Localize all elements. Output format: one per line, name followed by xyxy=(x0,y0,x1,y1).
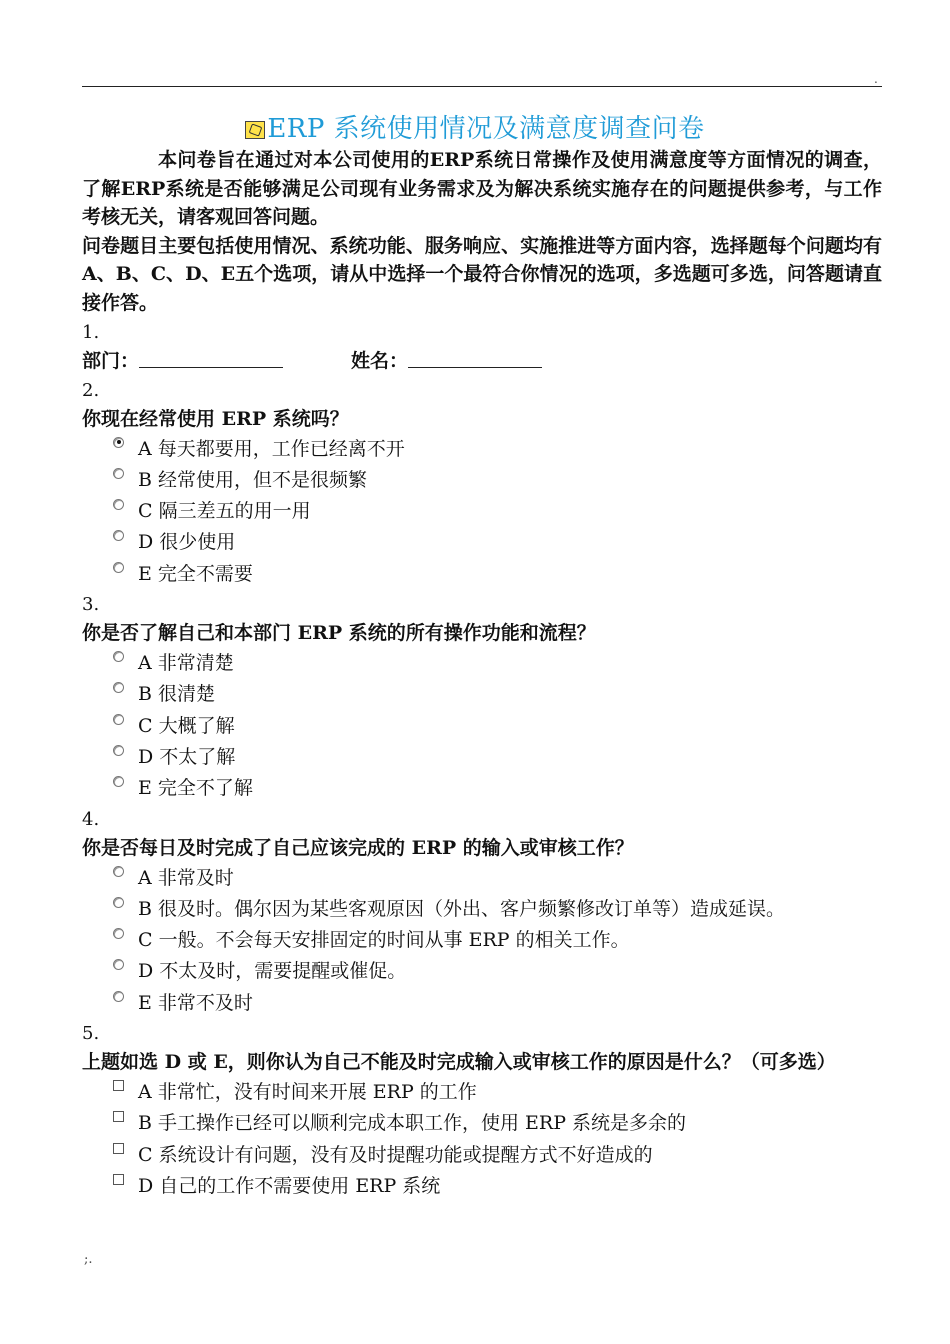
option-label: B 很及时。偶尔因为某些客观原因（外出、客户频繁修改订单等）造成延误。 xyxy=(138,897,786,920)
option-label: E 完全不了解 xyxy=(138,777,253,800)
radio-button[interactable] xyxy=(113,682,124,693)
option-item[interactable] xyxy=(82,496,882,527)
checkbox[interactable] xyxy=(113,1080,124,1091)
question-text: 你是否了解自己和本部门 ERP 系统的所有操作功能和流程？ xyxy=(82,622,596,645)
question-number: 2. xyxy=(82,379,100,401)
option-item[interactable] xyxy=(82,988,882,1019)
option-item[interactable] xyxy=(82,648,882,679)
option-label: D 自己的工作不需要使用 ERP 系统 xyxy=(138,1174,441,1197)
dept-label: 部门： xyxy=(82,349,140,372)
survey-body xyxy=(82,146,882,1202)
question-number: 4. xyxy=(82,808,100,830)
question-text: 上题如选 D 或 E，则你认为自己不能及时完成输入或审核工作的原因是什么？（可多选） xyxy=(82,1051,836,1074)
radio-button[interactable] xyxy=(113,714,124,725)
page-title xyxy=(0,108,950,145)
radio-button[interactable] xyxy=(113,897,124,908)
option-item[interactable] xyxy=(82,742,882,773)
option-item[interactable] xyxy=(82,1140,882,1171)
option-label: E 非常不及时 xyxy=(138,991,253,1014)
option-label: D 很少使用 xyxy=(138,531,236,554)
intro-paragraph-2: 问卷题目主要包括使用情况、系统功能、服务响应、实施推进等方面内容，选择题每个问题均有A、B、C、D、E五个选项，请从中选择一个最符合你情况的选项，多选题可多选，问答题请直接作答。 xyxy=(82,234,882,314)
radio-button[interactable] xyxy=(113,866,124,877)
respondent-info xyxy=(82,347,882,376)
option-label: D 不太了解 xyxy=(138,745,236,768)
radio-button[interactable] xyxy=(113,651,124,662)
name-field[interactable] xyxy=(408,347,542,368)
option-label: D 不太及时，需要提醒或催促。 xyxy=(138,960,407,983)
option-item[interactable] xyxy=(82,1171,882,1202)
option-item[interactable] xyxy=(82,559,882,590)
question-text: 你是否每日及时完成了自己应该完成的 ERP 的输入或审核工作？ xyxy=(82,836,634,859)
radio-button[interactable] xyxy=(113,437,124,448)
header-rule xyxy=(82,86,882,87)
option-item[interactable] xyxy=(82,679,882,710)
option-item[interactable] xyxy=(82,1108,882,1139)
document-icon xyxy=(245,121,265,139)
option-label: E 完全不需要 xyxy=(138,562,253,585)
option-item[interactable] xyxy=(82,1077,882,1108)
checkbox[interactable] xyxy=(113,1174,124,1185)
option-label: A 非常及时 xyxy=(138,866,234,889)
radio-button[interactable] xyxy=(113,745,124,756)
option-item[interactable] xyxy=(82,863,882,894)
option-label: B 经常使用，但不是很频繁 xyxy=(138,468,368,491)
option-item[interactable] xyxy=(82,711,882,742)
option-label: B 很清楚 xyxy=(138,683,216,706)
option-label: C 隔三差五的用一用 xyxy=(138,500,311,523)
radio-button[interactable] xyxy=(113,468,124,479)
question-number: 1. xyxy=(82,321,100,343)
option-label: C 一般。不会每天安排固定的时间从事 ERP 的相关工作。 xyxy=(138,929,630,952)
radio-button[interactable] xyxy=(113,499,124,510)
radio-button[interactable] xyxy=(113,928,124,939)
option-item[interactable] xyxy=(82,925,882,956)
option-item[interactable] xyxy=(82,527,882,558)
option-label: C 大概了解 xyxy=(138,714,235,737)
option-item[interactable] xyxy=(82,773,882,804)
checkbox[interactable] xyxy=(113,1143,124,1154)
option-item[interactable] xyxy=(82,894,882,925)
question-text: 你现在经常使用 ERP 系统吗？ xyxy=(82,407,349,430)
title-text: ERP 系统使用情况及满意度调查问卷 xyxy=(267,114,705,144)
option-label: A 非常忙，没有时间来开展 ERP 的工作 xyxy=(138,1081,477,1104)
question-number: 3. xyxy=(82,594,100,616)
radio-button[interactable] xyxy=(113,959,124,970)
footer-mark: ;. xyxy=(84,1252,93,1267)
radio-button[interactable] xyxy=(113,562,124,573)
option-item[interactable] xyxy=(82,465,882,496)
option-item[interactable] xyxy=(82,956,882,987)
option-label: B 手工操作已经可以顺利完成本职工作，使用 ERP 系统是多余的 xyxy=(138,1112,687,1135)
radio-button[interactable] xyxy=(113,530,124,541)
radio-button[interactable] xyxy=(113,991,124,1002)
dept-field[interactable] xyxy=(139,347,283,368)
option-label: C 系统设计有问题，没有及时提醒功能或提醒方式不好造成的 xyxy=(138,1143,653,1166)
option-item[interactable] xyxy=(82,434,882,465)
radio-button[interactable] xyxy=(113,776,124,787)
intro-paragraph-1: 本问卷旨在通过对本公司使用的ERP系统日常操作及使用满意度等方面情况的调查，了解ERP系统是否能够满足公司现有业务需求及为解决系统实施存在的问题提供参考，与工作考核无关，请客观回答问题。 xyxy=(82,149,882,229)
option-label: A 每天都要用，工作已经离不开 xyxy=(138,437,405,460)
checkbox[interactable] xyxy=(113,1111,124,1122)
corner-dot: . xyxy=(874,72,878,86)
question-number: 5. xyxy=(82,1023,100,1045)
option-label: A 非常清楚 xyxy=(138,652,234,675)
name-label: 姓名： xyxy=(351,349,409,372)
